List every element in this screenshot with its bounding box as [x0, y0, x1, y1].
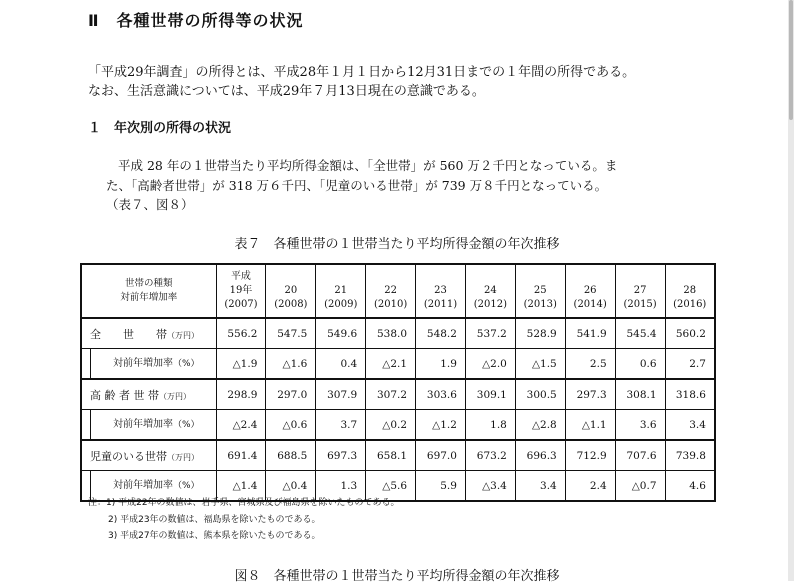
value-cell: 2.5 [565, 349, 615, 380]
value-cell: 712.9 [565, 440, 615, 471]
section-title: Ⅱ 各種世帯の所得等の状況 [88, 11, 304, 30]
intro-line-2: なお、生活意識については、平成29年７月13日現在の意識である。 [88, 84, 485, 99]
row-label [81, 440, 216, 471]
amount-row [81, 379, 715, 410]
year-header [366, 264, 416, 318]
body-line-3: （表７、図８） [106, 197, 194, 212]
row-label [81, 349, 216, 380]
value-cell: 318.6 [665, 379, 715, 410]
value-cell: 691.4 [216, 440, 266, 471]
value-cell: 696.3 [515, 440, 565, 471]
row-label-inner [90, 410, 216, 439]
intro-line-1: 「平成29年調査」の所得とは、平成28年１月１日から12月31日までの１年間の所得である。 [88, 65, 636, 80]
year-header [416, 264, 466, 318]
note-2: 2) 平成23年の数値は、福島県を除いたものである。 [108, 515, 321, 525]
amount-row [81, 318, 715, 349]
corner-header-line-2: 対前年増加率 [120, 292, 178, 303]
value-cell: 697.0 [416, 440, 466, 471]
value-cell: △1.4 [216, 471, 266, 502]
value-cell: 308.1 [615, 379, 665, 410]
year-western: (2011) [423, 299, 458, 310]
body-line-1: 平成 28 年の１世帯当たり平均所得金額は、「全世帯」が 560 万２千円となっている。ま [118, 158, 618, 173]
value-cell: 549.6 [316, 318, 366, 349]
value-cell: 560.2 [665, 318, 715, 349]
value-cell: △2.8 [515, 410, 565, 441]
year-header [565, 264, 615, 318]
year-western: (2007) [224, 299, 258, 310]
value-cell: △3.4 [465, 471, 515, 502]
rate-row [81, 410, 715, 441]
row-label-text: 児童のいる世帯 [90, 449, 167, 463]
row-label-text: 対前年増加率 [113, 480, 173, 491]
row-unit: （%） [173, 481, 200, 491]
year-header [615, 264, 665, 318]
year-era: 平成 [230, 271, 251, 282]
row-label-inner [90, 349, 216, 378]
value-cell: 697.3 [316, 440, 366, 471]
row-unit: （万円） [159, 391, 191, 401]
year-header [665, 264, 715, 318]
value-cell: 298.9 [216, 379, 266, 410]
year-western: (2016) [673, 299, 707, 310]
value-cell: △0.7 [615, 471, 665, 502]
value-cell: 0.4 [316, 349, 366, 380]
value-cell: 297.3 [565, 379, 615, 410]
value-cell: △2.4 [216, 410, 266, 441]
year-label: 19年 [229, 285, 253, 296]
year-western: (2013) [523, 299, 557, 310]
corner-header-line-1: 世帯の種類 [124, 278, 173, 289]
year-label: 27 [633, 285, 647, 296]
value-cell: 3.4 [665, 410, 715, 441]
row-unit: （%） [173, 359, 200, 369]
year-western: (2014) [573, 299, 607, 310]
row-label-text: 対前年増加率 [113, 358, 173, 369]
value-cell: 739.8 [665, 440, 715, 471]
value-cell: △1.2 [416, 410, 466, 441]
row-unit: （%） [173, 420, 200, 430]
year-label: 20 [284, 285, 298, 296]
value-cell: 300.5 [515, 379, 565, 410]
value-cell: 545.4 [615, 318, 665, 349]
value-cell: 537.2 [465, 318, 515, 349]
year-label: 26 [583, 285, 597, 296]
value-cell: △1.6 [266, 349, 316, 380]
value-cell: △2.1 [366, 349, 416, 380]
year-western: (2015) [623, 299, 657, 310]
value-cell: 3.4 [515, 471, 565, 502]
value-cell: △0.6 [266, 410, 316, 441]
value-cell: 673.2 [465, 440, 515, 471]
amount-row [81, 440, 715, 471]
body-line-2: た、「高齢者世帯」が 318 万６千円、「児童のいる世帯」が 739 万８千円となっている。 [106, 178, 608, 193]
note-3: 3) 平成27年の数値は、熊本県を除いたものである。 [108, 531, 321, 541]
value-cell: △2.0 [465, 349, 515, 380]
subsection-title: １ 年次別の所得の状況 [88, 121, 232, 136]
row-unit: （万円） [167, 452, 199, 462]
value-cell: 707.6 [615, 440, 665, 471]
year-western: (2009) [324, 299, 358, 310]
year-western: (2010) [373, 299, 408, 310]
value-cell: 528.9 [515, 318, 565, 349]
note-1: 注：1) 平成22年の数値は、岩手県、宮城県及び福島県を除いたものである。 [88, 498, 400, 508]
value-cell: 541.9 [565, 318, 615, 349]
table-caption: 表７ 各種世帯の１世帯当たり平均所得金額の年次推移 [234, 237, 560, 252]
income-table [80, 263, 716, 502]
value-cell: 1.9 [416, 349, 466, 380]
value-cell: △1.5 [515, 349, 565, 380]
value-cell: 5.9 [416, 471, 466, 502]
value-cell: 547.5 [266, 318, 316, 349]
table-header-row [81, 264, 715, 318]
row-label [81, 318, 216, 349]
value-cell: 2.4 [565, 471, 615, 502]
row-label-text: 高 齢 者 世 帯 [90, 388, 159, 402]
value-cell: △1.1 [565, 410, 615, 441]
value-cell: 307.9 [316, 379, 366, 410]
year-western: (2012) [473, 299, 508, 310]
value-cell: 538.0 [366, 318, 416, 349]
year-label: 25 [533, 285, 547, 296]
year-header [216, 264, 266, 318]
value-cell: 548.2 [416, 318, 466, 349]
value-cell: △1.9 [216, 349, 266, 380]
scrollbar-thumb[interactable] [789, 0, 793, 120]
value-cell: 2.7 [665, 349, 715, 380]
year-header [316, 264, 366, 318]
row-label-text: 対前年増加率 [113, 419, 173, 430]
value-cell: 297.0 [266, 379, 316, 410]
corner-header [81, 264, 216, 318]
value-cell: 4.6 [665, 471, 715, 502]
year-western: (2008) [274, 299, 308, 310]
value-cell: 3.6 [615, 410, 665, 441]
row-label [81, 379, 216, 410]
value-cell: 556.2 [216, 318, 266, 349]
value-cell: △5.6 [366, 471, 416, 502]
value-cell: 303.6 [416, 379, 466, 410]
row-label-text: 全 世 帯 [90, 327, 167, 341]
row-unit: （万円） [167, 330, 199, 340]
value-cell: 1.3 [316, 471, 366, 502]
year-header [515, 264, 565, 318]
year-header [266, 264, 316, 318]
value-cell: 3.7 [316, 410, 366, 441]
year-label: 22 [384, 285, 397, 296]
value-cell: 0.6 [615, 349, 665, 380]
rate-row [81, 349, 715, 380]
value-cell: 307.2 [366, 379, 416, 410]
value-cell: 1.8 [465, 410, 515, 441]
year-label: 24 [484, 285, 497, 296]
vertical-scrollbar[interactable] [788, 0, 794, 581]
value-cell: △0.4 [266, 471, 316, 502]
value-cell: 309.1 [465, 379, 515, 410]
year-label: 21 [334, 285, 348, 296]
year-header [465, 264, 515, 318]
year-label: 23 [434, 285, 447, 296]
value-cell: 658.1 [366, 440, 416, 471]
row-label [81, 410, 216, 441]
figure-caption: 図８ 各種世帯の１世帯当たり平均所得金額の年次推移 [234, 569, 560, 584]
year-label: 28 [683, 285, 697, 296]
value-cell: 688.5 [266, 440, 316, 471]
value-cell: △0.2 [366, 410, 416, 441]
